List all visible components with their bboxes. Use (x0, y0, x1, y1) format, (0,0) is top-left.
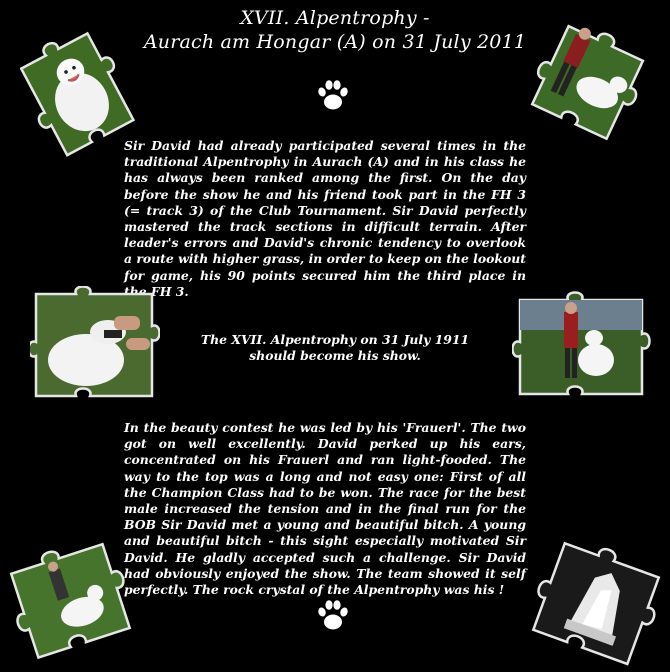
puzzle-photo-crystal-trophy (530, 540, 665, 668)
title-line-2: Aurach am Hongar (A) on 31 July 2011 (143, 31, 527, 53)
highlight-paragraph (150, 332, 520, 364)
intro-paragraph: Sir David had already participated several times in the traditional Alpentrophy in Aurach (A) and in his class he has always been ranked among the first. On the day before the show he and his friend took part in the FH 3 (= track 3) of the Club Tournament. Sir David perfectly mastered the track sections in difficult terrain. After leader's errors and David's chronic tendency to overlook a route with higher grass, in order to keep on the lookout for game, his 90 points secured him the third place in the FH 3. (124, 138, 526, 299)
title-line-1: XVII. Alpentrophy - (240, 7, 430, 29)
puzzle-photo-gaiting-dog (8, 536, 138, 662)
puzzle-photo-teeth-inspection (30, 286, 160, 402)
puzzle-photo-handler-running (528, 20, 658, 150)
highlight-line-2: should become his show. (249, 348, 421, 364)
paw-print-icon (315, 78, 351, 112)
highlight-line-1: The XVII. Alpentrophy on 31 July 1911 (200, 332, 470, 347)
puzzle-photo-handler-ring (512, 290, 652, 410)
story-paragraph: In the beauty contest he was led by his 'Frauerl'. The two got on well excellently. David perked up his ears, concentrated on his Frauerl and ran light-fooded. The way to the top was a long and not easy one: First of all the Champion Class had to be won. The race for the best male increased the tension and in the final run for the BOB Sir David met a young and beautiful bitch. A young and beautiful bitch - this sight especially motivated Sir David. He gladly accepted such a challenge. Sir David had obviously enjoyed the show. The team showed it self perfectly. The rock crystal of the Alpentrophy was his ! (124, 420, 526, 598)
puzzle-photo-dog-running (20, 24, 140, 164)
paw-print-icon (315, 598, 351, 632)
